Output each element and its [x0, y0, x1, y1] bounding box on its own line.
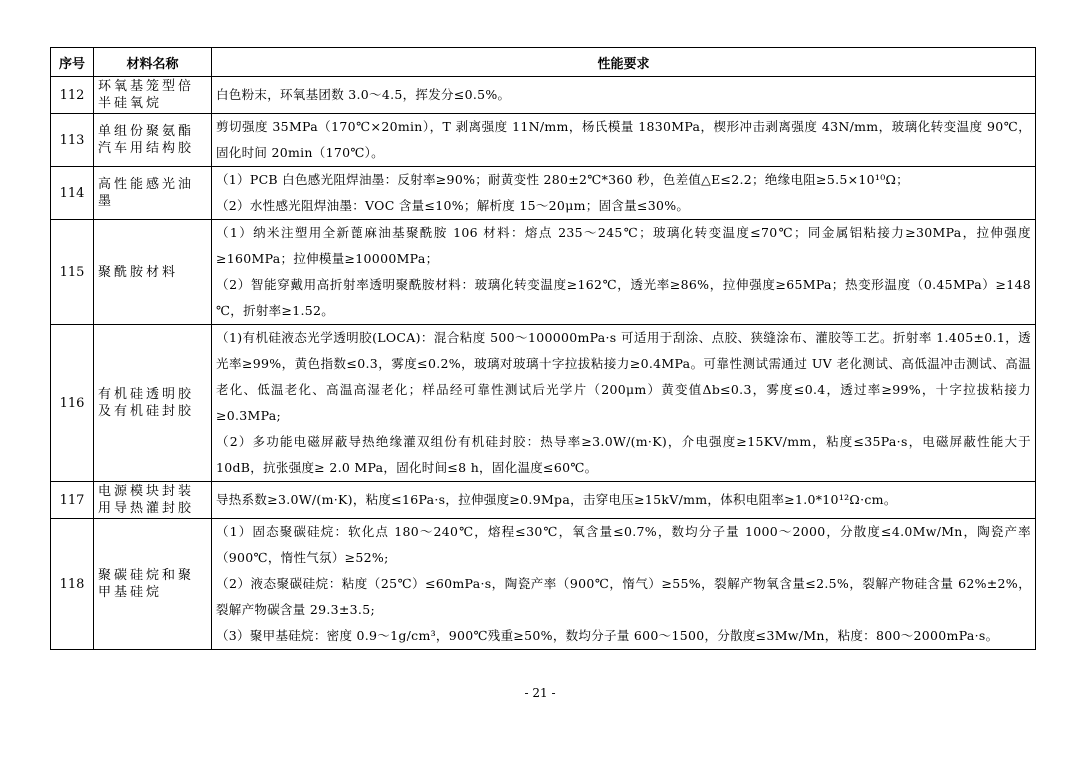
row-number: 113 [51, 114, 94, 167]
header-num: 序号 [51, 48, 94, 77]
material-name: 单组份聚氨酯汽车用结构胶 [94, 114, 212, 167]
material-name: 有机硅透明胶及有机硅封胶 [94, 325, 212, 482]
material-name: 电源模块封装用导热灌封胶 [94, 482, 212, 519]
requirement-line: （2）水性感光阻焊油墨：VOC 含量≤10%；解析度 15～20μm；固含量≤30%。 [216, 198, 690, 213]
material-name: 环氧基笼型倍半硅氧烷 [94, 77, 212, 114]
table-row [51, 482, 1036, 519]
material-name: 高性能感光油墨 [94, 167, 212, 220]
performance-requirements [212, 77, 1036, 114]
requirement-line: （2）多功能电磁屏蔽导热绝缘灌双组份有机硅封胶：热导率≥3.0W/(m·K)，介电强度≥15KV/mm，粘度≤35Pa·s，电磁屏蔽性能大于 10dB，抗张强度≥ 2.0 MPa，固化时间≤8 h，固化温度≤60℃。 [216, 434, 1031, 475]
table-row [51, 519, 1036, 650]
performance-requirements [212, 220, 1036, 325]
table-row [51, 114, 1036, 167]
header-row [51, 48, 1036, 77]
requirement-line: （1)有机硅液态光学透明胶(LOCA)：混合粘度 500～100000mPa·s 可适用于刮涂、点胶、狭缝涂布、灌胶等工艺。折射率 1.405±0.1，透光率≥99%，黄色指数≤0.3，雾度≤0.2%，玻璃对玻璃十字拉拔粘接力≥0.4MPa。可靠性测试需通过 UV 老化测试、高低温冲击测试、高温老化、低温老化、高温高湿老化；样品经可靠性测试后光学片（200μm）黄变值Δb≤0.3，雾度≤0.4，透过率≥99%，十字拉拔粘接力≥0.3MPa; [216, 330, 1031, 423]
material-name: 聚酰胺材料 [94, 220, 212, 325]
table-row [51, 220, 1036, 325]
table-row [51, 167, 1036, 220]
table-row [51, 77, 1036, 114]
performance-requirements [212, 325, 1036, 482]
page-number: - 21 - [524, 686, 556, 700]
performance-requirements [212, 519, 1036, 650]
requirement-line: （3）聚甲基硅烷：密度 0.9～1g/cm³，900℃残重≥50%，数均分子量 600～1500，分散度≤3Mw/Mn，粘度：800～2000mPa·s。 [216, 628, 999, 643]
row-number: 112 [51, 77, 94, 114]
requirement-line: （1）PCB 白色感光阻焊油墨：反射率≥90%；耐黄变性 280±2℃*360 秒，色差值△E≤2.2；绝缘电阻≥5.5×10¹⁰Ω； [216, 172, 909, 187]
table-row [51, 325, 1036, 482]
table-body [51, 77, 1036, 650]
performance-requirements [212, 167, 1036, 220]
row-number: 114 [51, 167, 94, 220]
requirement-line: 剪切强度 35MPa（170℃×20min），T 剥离强度 11N/mm，杨氏模量 1830MPa，楔形冲击剥离强度 43N/mm，玻璃化转变温度 90℃，固化时间 20min（170℃）。 [216, 119, 1031, 160]
requirement-line: 导热系数≥3.0W/(m·K)，粘度≤16Pa·s，拉伸强度≥0.9Mpa，击穿电压≥15kV/mm，体积电阻率≥1.0*10¹²Ω·cm。 [216, 492, 897, 507]
performance-requirements [212, 114, 1036, 167]
row-number: 116 [51, 325, 94, 482]
requirement-line: （2）智能穿戴用高折射率透明聚酰胺材料：玻璃化转变温度≥162℃，透光率≥86%，拉伸强度≥65MPa；热变形温度（0.45MPa）≥148 ℃，折射率≥1.52。 [216, 277, 1031, 318]
requirement-line: （1）纳米注塑用全新蓖麻油基聚酰胺 106 材料：熔点 235～245℃；玻璃化转变温度≤70℃；同金属铝粘接力≥30MPa，拉伸强度≥160MPa；拉伸模量≥10000MPa； [216, 225, 1031, 266]
row-number: 117 [51, 482, 94, 519]
header-req: 性能要求 [212, 48, 1036, 77]
row-number: 115 [51, 220, 94, 325]
header-name: 材料名称 [94, 48, 212, 77]
material-name: 聚碳硅烷和聚甲基硅烷 [94, 519, 212, 650]
row-number: 118 [51, 519, 94, 650]
performance-requirements [212, 482, 1036, 519]
requirements-table [50, 47, 1036, 650]
requirement-line: （2）液态聚碳硅烷：粘度（25℃）≤60mPa·s，陶瓷产率（900℃，惰气）≥55%，裂解产物氧含量≤2.5%，裂解产物硅含量 62%±2%，裂解产物碳含量 29.3±3.5; [216, 576, 1031, 617]
requirement-line: （1）固态聚碳硅烷：软化点 180～240℃，熔程≤30℃，氧含量≤0.7%，数均分子量 1000～2000，分散度≤4.0Mw/Mn，陶瓷产率（900℃，惰性气氛）≥52%; [216, 524, 1031, 565]
requirement-line: 白色粉末，环氧基团数 3.0～4.5，挥发分≤0.5%。 [216, 87, 511, 102]
